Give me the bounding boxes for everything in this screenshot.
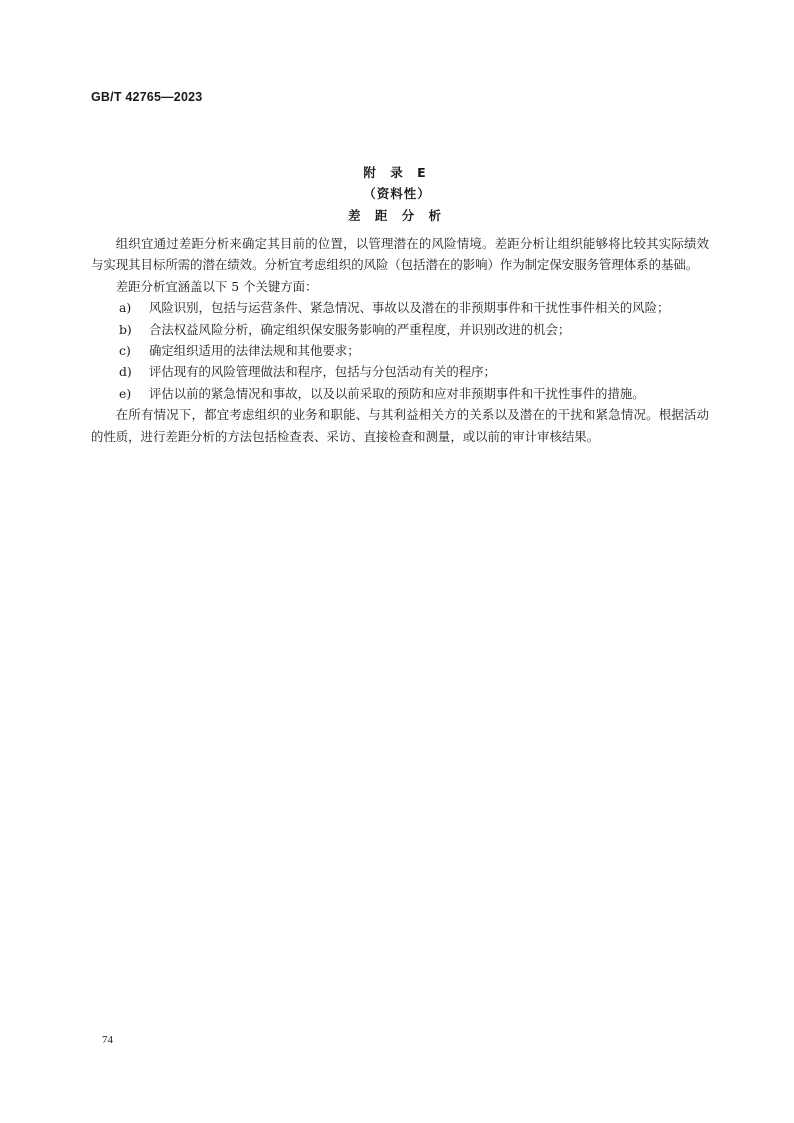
list-item-marker: c) <box>119 343 131 359</box>
intro-paragraph: 组织宜通过差距分析来确定其目前的位置，以管理潜在的风险情境。差距分析让组织能够将比较其实际绩效与实现其目标所需的潜在绩效。分析宜考虑组织的风险（包括潜在的影响）作为制定保安服务管理体系的基础。 <box>91 236 709 273</box>
list-item <box>91 361 709 382</box>
list-item-text: 合法权益风险分析，确定组织保安服务影响的严重程度，并识别改进的机会； <box>149 321 571 337</box>
list-item-marker: d) <box>119 364 132 380</box>
standard-code: GB/T 42765—2023 <box>91 90 203 104</box>
list-item-marker: a) <box>119 300 132 316</box>
aspects-lead: 差距分析宜涵盖以下 5 个关键方面： <box>115 278 318 294</box>
closing-paragraph: 在所有情况下，都宜考虑组织的业务和职能、与其利益相关方的关系以及潜在的干扰和紧急情况。根据活动的性质，进行差距分析的方法包括检查表、采访、直接检查和测量，或以前的审计审核结果。 <box>91 407 709 444</box>
list-item-marker: b) <box>119 321 132 337</box>
list-item <box>91 297 709 318</box>
annex-type: （资料性） <box>363 186 431 201</box>
page-number: 74 <box>102 1034 113 1046</box>
annex-title: 差 距 分 析 <box>347 208 447 223</box>
annex-body <box>91 233 709 447</box>
list-item-text: 评估以前的紧急情况和事故，以及以前采取的预防和应对非预期事件和干扰性事件的措施。 <box>149 385 645 401</box>
list-item-marker: e) <box>119 385 132 401</box>
list-item <box>91 383 709 404</box>
list-item <box>91 340 709 361</box>
list-item-text: 评估现有的风险管理做法和程序，包括与分包活动有关的程序； <box>149 364 496 380</box>
list-item-text: 风险识别，包括与运营条件、紧急情况、事故以及潜在的非预期事件和干扰性事件相关的风险； <box>149 300 670 316</box>
list-item-text: 确定组织适用的法律法规和其他要求； <box>149 343 360 359</box>
list-item <box>91 319 709 340</box>
annex-label: 附 录 E <box>363 165 431 180</box>
